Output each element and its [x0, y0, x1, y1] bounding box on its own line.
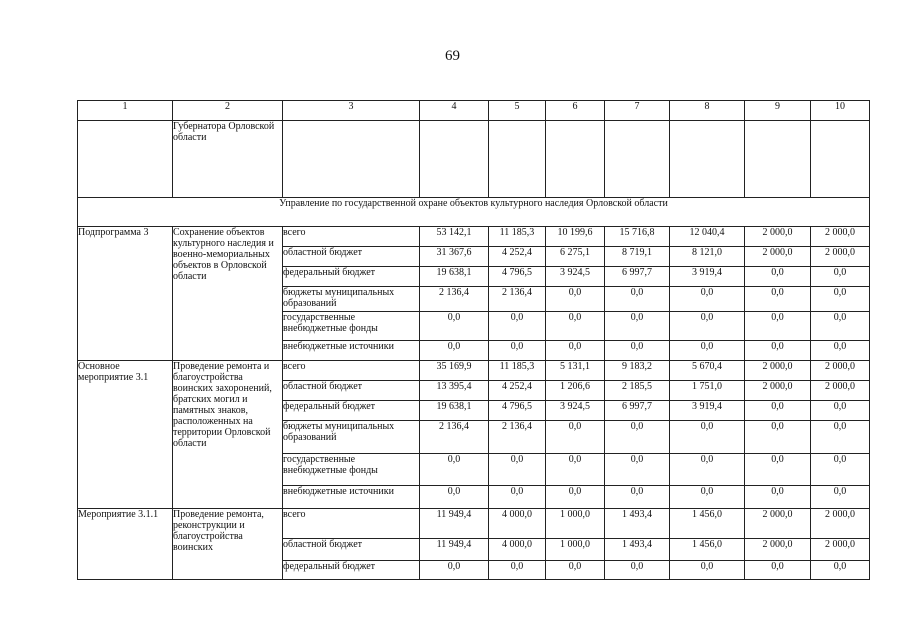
value-cell: 0,0 [420, 341, 489, 361]
value-cell: 1 000,0 [546, 509, 605, 539]
value-cell: 1 493,4 [605, 539, 670, 561]
value-cell: 1 751,0 [670, 381, 745, 401]
value-cell: 0,0 [420, 312, 489, 341]
value-cell: 0,0 [420, 486, 489, 509]
value-cell: 4 000,0 [489, 539, 546, 561]
value-cell: 2 000,0 [745, 361, 811, 381]
value-cell: 4 796,5 [489, 401, 546, 421]
column-number-9: 9 [745, 101, 811, 121]
header-row [78, 101, 870, 121]
value-cell: 0,0 [489, 454, 546, 486]
value-cell: 0,0 [670, 341, 745, 361]
value-cell: 11 949,4 [420, 539, 489, 561]
table-row [78, 509, 870, 539]
value-cell: 0,0 [605, 561, 670, 580]
page-number: 69 [445, 48, 460, 64]
value-cell: 0,0 [489, 486, 546, 509]
funding-source: внебюджетные источники [283, 486, 420, 509]
value-cell: 0,0 [670, 287, 745, 312]
value-cell: 11 185,3 [489, 227, 546, 247]
value-cell: 4 252,4 [489, 381, 546, 401]
value-cell: 0,0 [745, 312, 811, 341]
value-cell: 4 796,5 [489, 267, 546, 287]
funding-source: всего [283, 227, 420, 247]
value-cell: 2 000,0 [811, 509, 870, 539]
value-cell: 2 000,0 [745, 381, 811, 401]
value-cell: 0,0 [605, 341, 670, 361]
value-cell: 8 121,0 [670, 247, 745, 267]
value-cell: 2 185,5 [605, 381, 670, 401]
value-cell: 19 638,1 [420, 401, 489, 421]
column-number-5: 5 [489, 101, 546, 121]
value-cell: 1 456,0 [670, 539, 745, 561]
funding-source: федеральный бюджет [283, 561, 420, 580]
column-number-8: 8 [670, 101, 745, 121]
value-cell: 0,0 [420, 454, 489, 486]
value-cell: 0,0 [811, 312, 870, 341]
value-cell: 0,0 [546, 486, 605, 509]
value-cell: 4 000,0 [489, 509, 546, 539]
value-cell: 0,0 [745, 561, 811, 580]
value-cell: 3 924,5 [546, 267, 605, 287]
value-cell: 2 000,0 [811, 539, 870, 561]
value-cell: 1 493,4 [605, 509, 670, 539]
value-cell: 0,0 [420, 561, 489, 580]
value-cell: 12 040,4 [670, 227, 745, 247]
value-cell: 6 275,1 [546, 247, 605, 267]
value-cell: 0,0 [745, 454, 811, 486]
value-cell: 1 206,6 [546, 381, 605, 401]
value-cell: 0,0 [745, 267, 811, 287]
value-cell: 3 919,4 [670, 267, 745, 287]
value-cell: 0,0 [670, 312, 745, 341]
funding-source: государственные внебюджетные фонды [283, 312, 420, 341]
funding-source: бюджеты муниципальных образований [283, 287, 420, 312]
value-cell: 9 183,2 [605, 361, 670, 381]
value-cell: 6 997,7 [605, 401, 670, 421]
block-name: Проведение ремонта и благоустройства воинских захоронений, братских могил и памятных знаков, расположенных на территории Орловской области [173, 361, 283, 509]
value-cell: 0,0 [811, 561, 870, 580]
value-cell: 10 199,6 [546, 227, 605, 247]
value-cell: 8 719,1 [605, 247, 670, 267]
value-cell: 0,0 [605, 287, 670, 312]
column-number-4: 4 [420, 101, 489, 121]
value-cell: 11 185,3 [489, 361, 546, 381]
value-cell: 0,0 [811, 401, 870, 421]
value-cell: 0,0 [745, 341, 811, 361]
funding-source: всего [283, 361, 420, 381]
value-cell: 0,0 [745, 401, 811, 421]
value-cell: 0,0 [546, 454, 605, 486]
block-label: Мероприятие 3.1.1 [78, 509, 173, 580]
value-cell: 0,0 [670, 486, 745, 509]
value-cell: 0,0 [745, 486, 811, 509]
funding-source: областной бюджет [283, 539, 420, 561]
value-cell: 5 670,4 [670, 361, 745, 381]
column-number-10: 10 [811, 101, 870, 121]
value-cell: 0,0 [811, 486, 870, 509]
value-cell: 0,0 [605, 454, 670, 486]
value-cell: 0,0 [489, 312, 546, 341]
value-cell: 11 949,4 [420, 509, 489, 539]
value-cell: 2 136,4 [420, 287, 489, 312]
governor-cell: Губернатора Орловской области [173, 121, 283, 198]
value-cell: 0,0 [489, 561, 546, 580]
value-cell: 3 924,5 [546, 401, 605, 421]
value-cell: 53 142,1 [420, 227, 489, 247]
value-cell: 0,0 [605, 486, 670, 509]
value-cell: 2 000,0 [811, 227, 870, 247]
value-cell: 0,0 [745, 421, 811, 454]
value-cell: 1 456,0 [670, 509, 745, 539]
value-cell: 0,0 [811, 267, 870, 287]
value-cell: 0,0 [811, 287, 870, 312]
funding-source: бюджеты муниципальных образований [283, 421, 420, 454]
column-number-1: 1 [78, 101, 173, 121]
column-number-7: 7 [605, 101, 670, 121]
value-cell: 0,0 [670, 454, 745, 486]
block-label: Основное мероприятие 3.1 [78, 361, 173, 509]
value-cell: 2 136,4 [489, 421, 546, 454]
value-cell: 3 919,4 [670, 401, 745, 421]
value-cell: 0,0 [745, 287, 811, 312]
value-cell: 0,0 [670, 561, 745, 580]
value-cell: 0,0 [811, 421, 870, 454]
value-cell: 2 136,4 [489, 287, 546, 312]
table-row [78, 361, 870, 381]
block-name: Проведение ремонта, реконструкции и благоустройства воинских [173, 509, 283, 580]
value-cell: 2 000,0 [745, 509, 811, 539]
value-cell: 0,0 [489, 341, 546, 361]
value-cell: 2 000,0 [811, 381, 870, 401]
value-cell: 6 997,7 [605, 267, 670, 287]
value-cell: 0,0 [546, 287, 605, 312]
value-cell: 2 000,0 [811, 247, 870, 267]
value-cell: 31 367,6 [420, 247, 489, 267]
funding-source: областной бюджет [283, 247, 420, 267]
value-cell: 0,0 [670, 421, 745, 454]
value-cell: 19 638,1 [420, 267, 489, 287]
funding-source: федеральный бюджет [283, 401, 420, 421]
value-cell: 0,0 [811, 341, 870, 361]
governor-row [78, 121, 870, 198]
value-cell: 2 000,0 [745, 227, 811, 247]
value-cell: 2 000,0 [745, 539, 811, 561]
value-cell: 2 000,0 [745, 247, 811, 267]
section-title: Управление по государственной охране объектов культурного наследия Орловской области [78, 198, 870, 227]
funding-source: государственные внебюджетные фонды [283, 454, 420, 486]
value-cell: 13 395,4 [420, 381, 489, 401]
column-number-3: 3 [283, 101, 420, 121]
budget-table [77, 100, 870, 580]
value-cell: 5 131,1 [546, 361, 605, 381]
value-cell: 0,0 [546, 561, 605, 580]
value-cell: 4 252,4 [489, 247, 546, 267]
block-name: Сохранение объектов культурного наследия и военно-мемориальных объектов в Орловской области [173, 227, 283, 361]
section-title-row [78, 198, 870, 227]
block-label: Подпрограмма 3 [78, 227, 173, 361]
value-cell: 0,0 [605, 421, 670, 454]
value-cell: 0,0 [546, 421, 605, 454]
column-number-2: 2 [173, 101, 283, 121]
value-cell: 0,0 [546, 312, 605, 341]
value-cell: 35 169,9 [420, 361, 489, 381]
value-cell: 2 000,0 [811, 361, 870, 381]
value-cell: 0,0 [546, 341, 605, 361]
funding-source: областной бюджет [283, 381, 420, 401]
funding-source: всего [283, 509, 420, 539]
column-number-6: 6 [546, 101, 605, 121]
value-cell: 1 000,0 [546, 539, 605, 561]
table-row [78, 227, 870, 247]
value-cell: 0,0 [811, 454, 870, 486]
value-cell: 0,0 [605, 312, 670, 341]
funding-source: федеральный бюджет [283, 267, 420, 287]
value-cell: 15 716,8 [605, 227, 670, 247]
funding-source: внебюджетные источники [283, 341, 420, 361]
value-cell: 2 136,4 [420, 421, 489, 454]
